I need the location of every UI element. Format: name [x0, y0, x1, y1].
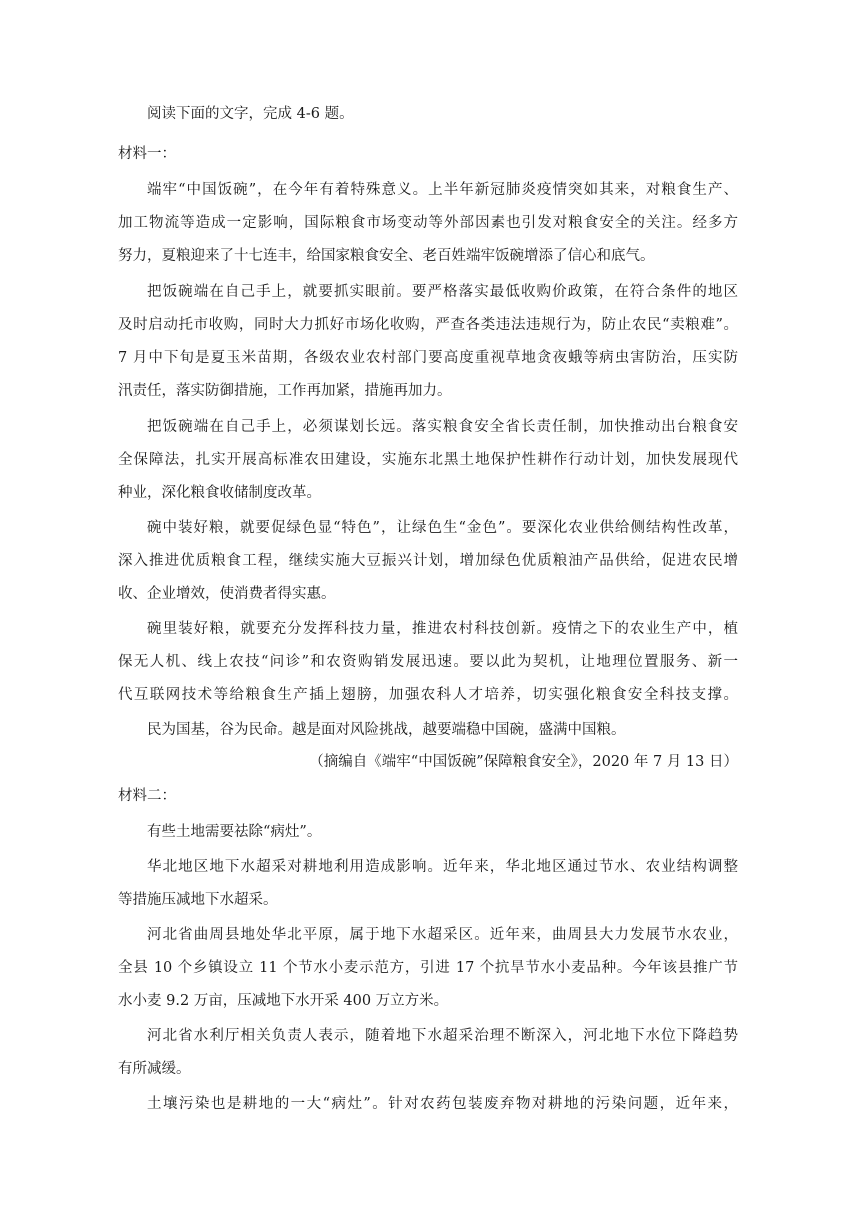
material1-line: 收、企业增效，使消费者得实惠。 [118, 586, 336, 602]
material2-line: 华北地区地下水超采对耕地利用造成影响。近年来，华北地区通过节水、农业结构调整 [147, 859, 738, 875]
material1-line: 民为国基，谷为民命。越是面对风险挑战，越要端稳中国碗，盛满中国粮。 [147, 722, 626, 738]
material1-source: （摘编自《端牢“中国饭碗”保障粮食安全》，2020 年 7 月 13 日） [309, 754, 738, 770]
material1-line: 加工物流等造成一定影响，国际粮食市场变动等外部因素也引发对粮食安全的关注。经多方 [118, 215, 738, 231]
material1-line: 把饭碗端在自己手上，必须谋划长远。落实粮食安全省长责任制，加快推动出台粮食安 [147, 419, 738, 435]
material1-line: 汛责任，落实防御措施，工作再加紧，措施再加力。 [118, 383, 452, 399]
material2-line: 等措施压减地下水超采。 [118, 892, 278, 908]
material2-line: 河北省水利厅相关负责人表示，随着地下水超采治理不断深入，河北地下水位下降趋势 [147, 1028, 738, 1044]
material1-line: 及时启动托市收购，同时大力抓好市场化收购，严查各类违法违规行为，防止农民“卖粮难”。 [118, 317, 738, 333]
material1-label: 材料一： [118, 146, 176, 162]
material2-line: 有些土地需要祛除“病灶”。 [147, 824, 322, 840]
material2-line: 全县 10 个乡镇设立 11 个节水小麦示范方，引进 17 个抗旱节水小麦品种。今年该县推广节 [118, 960, 738, 976]
material1-line: 把饭碗端在自己手上，就要抓实眼前。要严格落实最低收购价政策，在符合条件的地区 [147, 284, 738, 300]
material2-line: 有所减缓。 [118, 1061, 191, 1077]
material1-line: 种业，深化粮食收储制度改革。 [118, 485, 321, 501]
material1-line: 碗中装好粮，就要促绿色显“特色”，让绿色生“金色”。要深化农业供给侧结构性改革， [147, 520, 738, 536]
material1-line: 深入推进优质粮食工程，继续实施大豆振兴计划，增加绿色优质粮油产品供给，促进农民增 [118, 553, 738, 569]
material1-line: 代互联网技术等给粮食生产插上翅膀，加强农科人才培养，切实强化粮食安全科技支撑。 [118, 687, 738, 703]
material2-line: 水小麦 9.2 万亩，压减地下水开采 400 万立方米。 [118, 993, 449, 1009]
material2-line: 河北省曲周县地处华北平原，属于地下水超采区。近年来，曲周县大力发展节水农业， [147, 927, 738, 943]
material2-line: 土壤污染也是耕地的一大“病灶”。针对农药包装废弃物对耕地的污染问题，近年来， [147, 1096, 738, 1112]
intro-text: 阅读下面的文字，完成 4-6 题。 [147, 106, 354, 122]
material2-label: 材料二： [118, 788, 176, 804]
material1-line: 全保障法，扎实开展高标准农田建设，实施东北黑土地保护性耕作行动计划，加快发展现代 [118, 452, 738, 468]
material1-line: 保无人机、线上农技“问诊”和农资购销发展迅速。要以此为契机，让地理位置服务、新一 [118, 654, 738, 670]
material1-line: 7 月中下旬是夏玉米苗期，各级农业农村部门要高度重视草地贪夜蛾等病虫害防治，压实防 [118, 350, 738, 366]
material1-line: 端牢“中国饭碗”，在今年有着特殊意义。上半年新冠肺炎疫情突如其来，对粮食生产、 [147, 182, 738, 198]
material1-line: 努力，夏粮迎来了十七连丰，给国家粮食安全、老百姓端牢饭碗增添了信心和底气。 [118, 248, 655, 264]
material1-line: 碗里装好粮，就要充分发挥科技力量，推进农村科技创新。疫情之下的农业生产中，植 [147, 621, 738, 637]
